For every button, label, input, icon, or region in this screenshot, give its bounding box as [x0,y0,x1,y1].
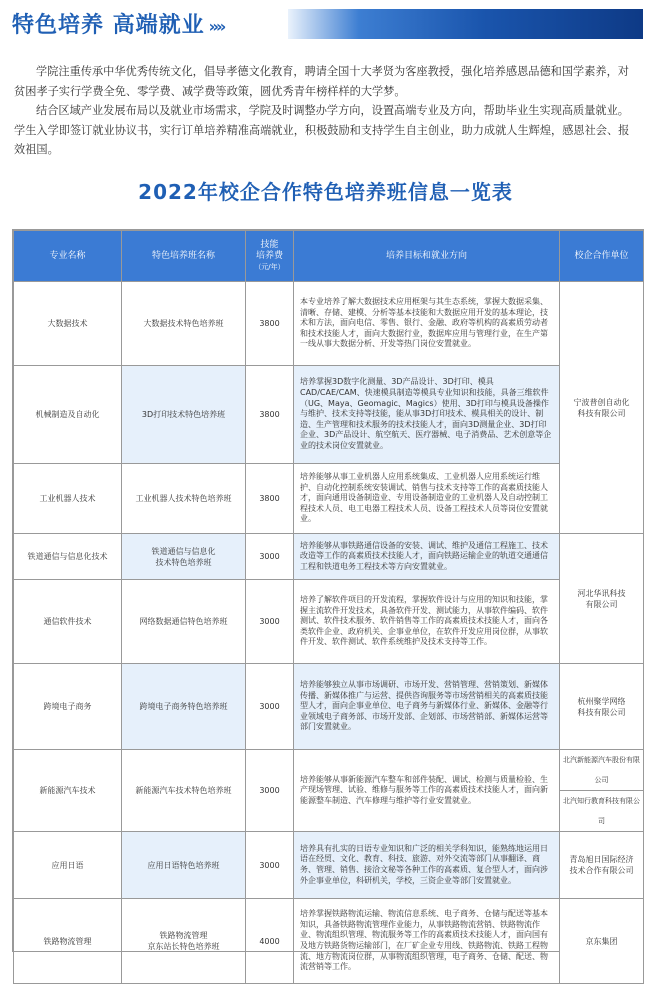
cell-goal: 培养掌握3D数字化测量、3D产品设计、3D打印、模具CAD/CAE/CAM、快速模具制造等模具专业知识和技能，具备三维软件（UG、Maya、Geomagic、Magics）使用、3D打印与模具设备操作与维护、技术支持等技能，能从事3D打印技术、模具相关的设计、制造、生产管理和技术服务的技术技能人才，面向3D测量企业、3D打印企业、3D产品设计、航空航天、医疗器械、电子消费品、艺术创意等企业的技术岗位安置就业。 [294,366,560,464]
page-header [0,0,651,50]
table-row [14,899,644,984]
cell-goal: 培养能够从事新能源汽车整车和部件装配、调试、检测与质量检验、生产现场管理、试验、维修与服务等工作的高素质技术技能人才，面向新能源整车制造、汽车修理与维护等行业安置就业。 [294,750,560,832]
cell-major: 通信软件技术 [14,580,122,664]
cooperation-table-container [12,229,644,972]
table-row [14,750,644,832]
intro-paragraph-1: 学院注重传承中华优秀传统文化，倡导孝德文化教育，聘请全国十大孝贤为客座教授，强化培养感恩品德和国学素养，对贫困孝子实行学费全免、零学费、减学费等政策，圆优秀青年榜样样的大学梦。 [14,65,629,98]
cell-fee: 3800 [246,282,294,366]
cell-partner [560,664,644,750]
cell-fee: 3000 [246,580,294,664]
cell-goal: 本专业培养了解大数据技术应用框架与其生态系统，掌握大数据采集、清晰、存储、建模、分析等基本技能和大数据应用开发的基本理论，技术和方法，面向电信、零售、银行、金融、政府等机构的高素质劳动者和技术技能人才，面向大数据行业，数据库应用与管理行业，在生产第一线从事大数据分析、开发等热门岗位安置就业。 [294,282,560,366]
cell-partner: 京东集团 [560,899,644,984]
cell-goal: 培养了解软件项目的开发流程，掌握软件设计与应用的知识和技能，掌握主流软件开发技术，具备软件开发、测试能力，从事软件编码、软件测试、软件技术服务、软件销售等工作的高素质技术技能人才，面向各类软件企业、政府机关、企事业单位，在软件开发应用岗位群，从事软件开发、软件测试、软件系统维护及技术支持等工作。 [294,580,560,664]
cell-goal: 培养能够从事工业机器人应用系统集成、工业机器人应用系统运行维护、自动化控制系统安装调试、销售与技术支持等工作的高素质技能人才，面向通用设备制造业、专用设备制造业的工业机器人及自动控制工程技术人员、电工电器工程技术人员、设备工程技术人员等岗位安置就业。 [294,464,560,534]
table-row [14,464,644,534]
cell-goal: 培养能够从事铁路通信设备的安装、调试、维护及通信工程施工、技术改造等工作的高素质技术技能人才，面向铁路运输企业的轨道交通通信工程和铁道电务工程技术等方向安置就业。 [294,534,560,580]
table-header-row [14,231,644,282]
cell-major: 大数据技术 [14,282,122,366]
header-partner: 校企合作单位 [560,231,644,282]
cell-fee: 3000 [246,832,294,899]
partner-name-line1: 青岛旭日国际经济 [569,855,634,864]
header-fee-unit: （元/年） [254,262,285,271]
partner-name-line2: 科技有限公司 [577,408,626,418]
cooperation-table [13,230,644,984]
cell-class [122,534,246,580]
cell-fee: 3000 [246,664,294,750]
intro-section [0,50,651,160]
cell-fee: 3000 [246,534,294,580]
section-title [12,8,223,39]
header-decorative-bar [288,9,643,39]
partner-name-line1: 杭州聚学网络 [577,696,626,706]
table-title: 2022年校企合作特色培养班信息一览表 [138,179,513,204]
cell-goal: 培养能够独立从事市场调研、市场开发、营销管理、营销策划、新媒体传播、新媒体推广与运营、提供咨询服务等市场营销相关的高素质技能型人才，面向企事业单位、电子商务与新媒体行业、新媒体、金融等行业领域电子商务部、市场开发部、企划部、市场营销部、新媒体运营等部门安置就业。 [294,664,560,750]
cell-class: 跨境电子商务特色培养班 [122,664,246,750]
table-row [14,580,644,664]
header-fee-line2: 培养费 [255,250,283,261]
cell-class: 大数据技术特色培养班 [122,282,246,366]
intro-paragraph-2: 结合区域产业发展布局以及就业市场需求，学院及时调整办学方向，设置高端专业及方向，帮助毕业生实现高质量就业。学生入学即签订就业协议书，实行订单培养精准高端就业，积极鼓励和支持学生自主创业，助力成就人生辉煌，感恩社会、报效祖国。 [14,104,630,156]
partner-name-line1: 河北华讯科技 [577,588,626,598]
cell-partner [560,750,644,832]
partner-name-line2: 科技有限公司 [577,707,626,717]
cell-class-line1: 铁道通信与信息化 [151,546,216,556]
cell-class [122,899,246,984]
cell-major: 新能源汽车技术 [14,750,122,832]
table-row [14,832,644,899]
cell-partner [560,282,644,534]
cell-partner [560,832,644,899]
cell-major: 工业机器人技术 [14,464,122,534]
cell-major: 机械制造及自动化 [14,366,122,464]
cell-fee: 3000 [246,750,294,832]
partner-name-b: 北汽知行教育科技有限公司 [560,790,643,831]
table-row [14,282,644,366]
cell-class: 应用日语特色培养班 [122,832,246,899]
cell-fee: 3800 [246,464,294,534]
section-title-text: 特色培养 高端就业 [12,13,205,38]
partner-name-line2: 有限公司 [585,599,618,609]
header-goal: 培养目标和就业方向 [294,231,560,282]
cell-goal: 培养具有扎实的日语专业知识和广泛的相关学科知识，能熟练地运用日语在经贸、文化、教育、科技、旅游、对外交流等部门从事翻译、商务、管理、销售、接洽文秘等各种工作的高素质、复合型人才，面向涉外企事业单位，科研机关，学校，三资企业等部门安置就业。 [294,832,560,899]
double-chevron-right-icon: »» [208,17,224,36]
cell-major: 铁路物流管理 [14,899,122,984]
cell-major: 铁道通信与信息化技术 [14,534,122,580]
cell-class: 工业机器人技术特色培养班 [122,464,246,534]
table-row [14,664,644,750]
partner-name-line2: 技术合作有限公司 [569,866,634,875]
header-fee [246,231,294,282]
cell-class: 新能源汽车技术特色培养班 [122,750,246,832]
partner-name-a: 北汽新能源汽车股份有限公司 [563,756,640,784]
cell-fee: 3800 [246,366,294,464]
cell-class-line1: 铁路物流管理 [159,931,208,940]
table-row [14,366,644,464]
cell-major: 跨境电子商务 [14,664,122,750]
header-major: 专业名称 [14,231,122,282]
header-class: 特色培养班名称 [122,231,246,282]
header-fee-line1: 技能 [260,239,279,250]
cell-class: 3D打印技术特色培养班 [122,366,246,464]
partner-name-line1: 宁波普创自动化 [573,397,630,407]
cell-major: 应用日语 [14,832,122,899]
cell-class: 网络数据通信特色培养班 [122,580,246,664]
cell-fee: 4000 [246,899,294,984]
table-row [14,534,644,580]
cell-class-line2: 京东站长特色培养班 [147,942,220,951]
cell-partner [560,534,644,664]
cell-goal: 培养掌握铁路物流运输、物流信息系统、电子商务、仓储与配送等基本知识，具备铁路物流管理作业能力，从事铁路物流营销、铁路物流作业、物流组织管理、物流服务等工作的高素质技术技能人才，面向国有及地方铁路货物运输部门，在厂矿企业专用线、铁路物流、铁路工程物流、地方物流岗位群，从事物流组织管理，电子商务、仓储、配送、物流营销等工作。 [294,899,560,984]
cell-class-line2: 技术特色培养班 [155,557,212,567]
